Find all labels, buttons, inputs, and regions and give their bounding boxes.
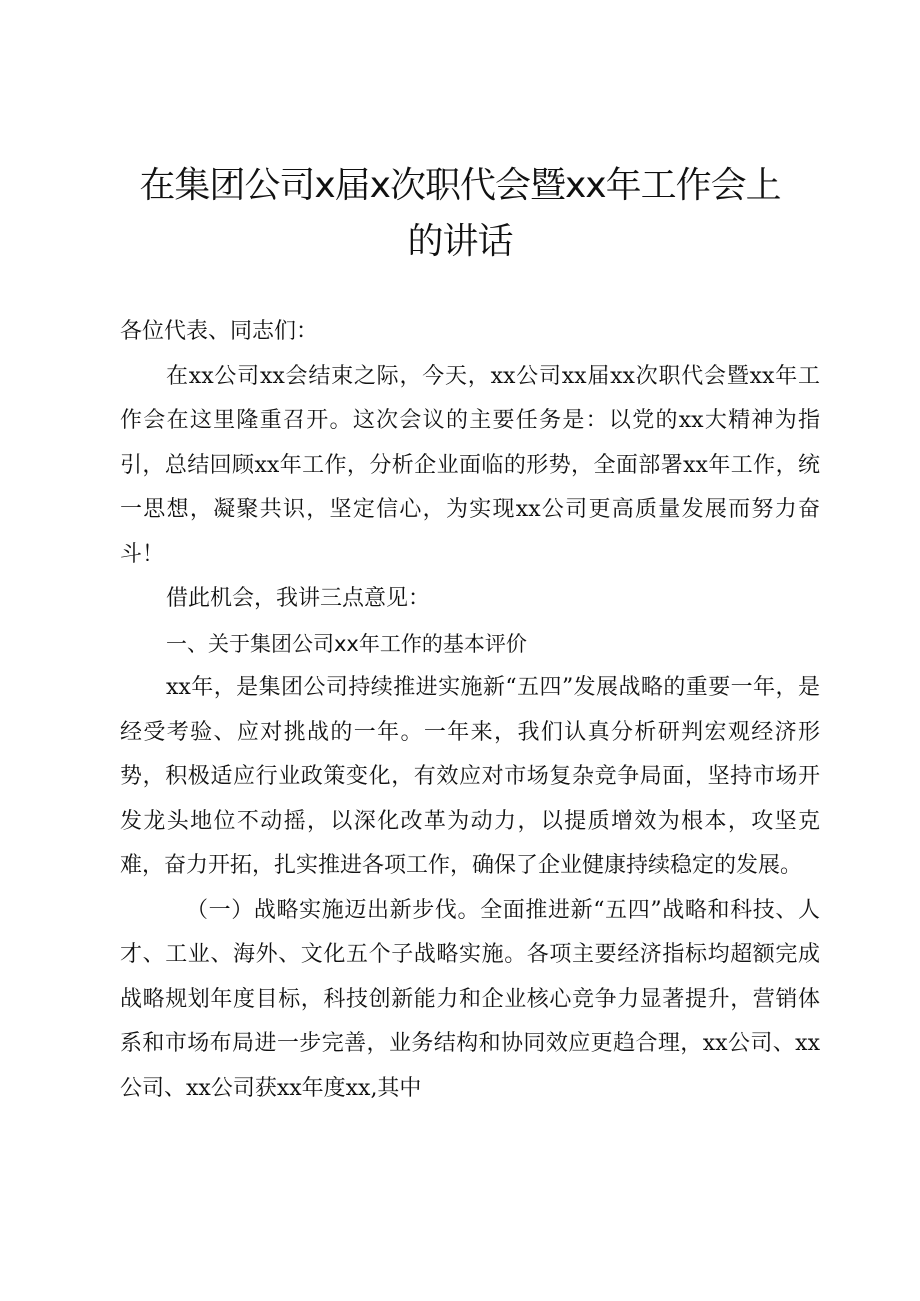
paragraph-opening: 在xx公司xx会结束之际，今天，xx公司xx届xx次职代会暨xx年工作会在这里隆重召开。这次会议的主要任务是：以党的xx大精神为指引，总结回顾xx年工作，分析企业面临的形势，全面部署xx年工作，统一思想，凝聚共识，坚定信心，为实现xx公司更高质量发展而努力奋斗！ xyxy=(120,363,820,567)
salutation: 各位代表、同志们： xyxy=(120,319,319,344)
paragraph-intro-points: 借此机会，我讲三点意见： xyxy=(166,586,431,611)
paragraph-strategy: （一）战略实施迈出新步伐。全面推进新“五四”战略和科技、人才、工业、海外、文化五个子战略实施。各项主要经济指标均超额完成战略规划年度目标，科技创新能力和企业核心竞争力显著提升，营销体系和市场布局进一步完善，业务结构和协同效应更趋合理，xx公司、xx公司、xx公司获xx年度xx,其中 xyxy=(120,897,820,1101)
paragraph-evaluation: xx年，是集团公司持续推进实施新“五四”发展战略的重要一年，是经受考验、应对挑战的一年。一年来，我们认真分析研判宏观经济形势，积极适应行业政策变化，有效应对市场复杂竞争局面，坚持市场开发龙头地位不动摇，以深化改革为动力，以提质增效为根本，攻坚克难，奋力开拓，扎实推进各项工作，确保了企业健康持续稳定的发展。 xyxy=(120,675,820,878)
document-body xyxy=(120,310,820,1111)
document-title-line-2: 的讲话 xyxy=(407,221,513,262)
section-heading-1: 一、关于集团公司xx年工作的基本评价 xyxy=(166,631,527,656)
document-title-line-1: 在集团公司x届x次职代会暨xx年工作会上 xyxy=(139,165,781,206)
